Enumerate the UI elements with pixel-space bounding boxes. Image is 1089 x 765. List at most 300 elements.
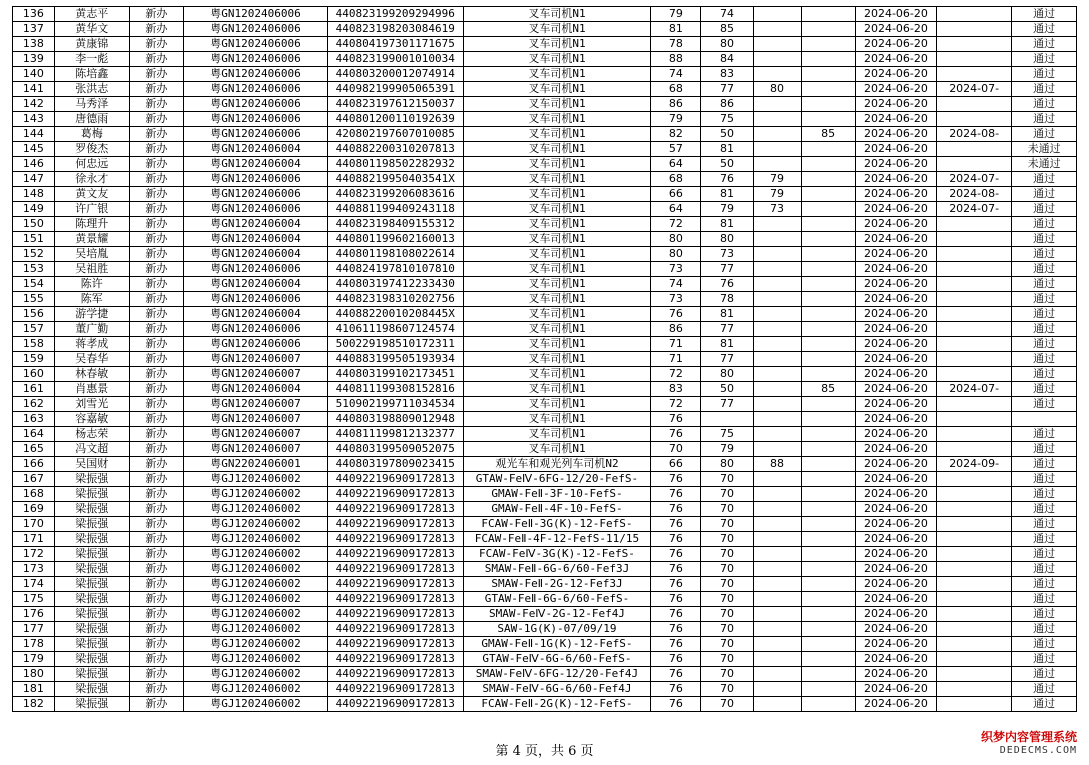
retest-date-cell: 2024-09-	[937, 457, 1012, 472]
retest-date-cell	[937, 502, 1012, 517]
result-cell: 通过	[1012, 547, 1077, 562]
result-cell: 通过	[1012, 322, 1077, 337]
retest-date-cell	[937, 337, 1012, 352]
item-cell: 叉车司机N1	[463, 67, 651, 82]
score3-cell	[753, 127, 801, 142]
id-no-cell: 440801198502282932	[327, 157, 463, 172]
row-number: 153	[13, 262, 55, 277]
type-cell: 新办	[129, 37, 183, 52]
row-number: 158	[13, 337, 55, 352]
score2-cell: 50	[701, 127, 753, 142]
name-cell: 梁振强	[54, 577, 129, 592]
score2-cell: 70	[701, 607, 753, 622]
name-cell: 黄华文	[54, 22, 129, 37]
exam-date-cell: 2024-06-20	[855, 202, 936, 217]
score4-cell	[801, 352, 855, 367]
retest-date-cell	[937, 37, 1012, 52]
item-cell: GTAW-FeⅣ-6G-6/60-FefS-	[463, 652, 651, 667]
item-cell: 叉车司机N1	[463, 37, 651, 52]
row-number: 178	[13, 637, 55, 652]
score4-cell	[801, 277, 855, 292]
score3-cell	[753, 277, 801, 292]
exam-date-cell: 2024-06-20	[855, 172, 936, 187]
table-row	[13, 367, 1077, 382]
score1-cell: 73	[651, 262, 701, 277]
name-cell: 张洪志	[54, 82, 129, 97]
type-cell: 新办	[129, 142, 183, 157]
exam-date-cell: 2024-06-20	[855, 262, 936, 277]
cert-no-cell: 粤GJ1202406002	[184, 652, 328, 667]
exam-date-cell: 2024-06-20	[855, 607, 936, 622]
exam-date-cell: 2024-06-20	[855, 667, 936, 682]
exam-date-cell: 2024-06-20	[855, 547, 936, 562]
exam-date-cell: 2024-06-20	[855, 637, 936, 652]
retest-date-cell	[937, 607, 1012, 622]
score2-cell: 70	[701, 667, 753, 682]
result-cell: 通过	[1012, 127, 1077, 142]
score2-cell: 70	[701, 487, 753, 502]
name-cell: 梁振强	[54, 622, 129, 637]
score1-cell: 68	[651, 172, 701, 187]
result-cell: 通过	[1012, 52, 1077, 67]
score2-cell: 70	[701, 577, 753, 592]
score1-cell: 72	[651, 367, 701, 382]
id-no-cell: 440922196909172813	[327, 487, 463, 502]
score1-cell: 79	[651, 112, 701, 127]
row-number: 141	[13, 82, 55, 97]
cert-no-cell: 粤GN1202406007	[184, 397, 328, 412]
cert-no-cell: 粤GJ1202406002	[184, 607, 328, 622]
id-no-cell: 440803199509052075	[327, 442, 463, 457]
score3-cell: 73	[753, 202, 801, 217]
score3-cell	[753, 37, 801, 52]
retest-date-cell	[937, 142, 1012, 157]
retest-date-cell	[937, 67, 1012, 82]
retest-date-cell	[937, 232, 1012, 247]
row-number: 154	[13, 277, 55, 292]
name-cell: 黄文友	[54, 187, 129, 202]
row-number: 162	[13, 397, 55, 412]
item-cell: GTAW-FeⅡ-6G-6/60-FefS-	[463, 592, 651, 607]
score2-cell: 70	[701, 622, 753, 637]
id-no-cell: 440823198310202756	[327, 292, 463, 307]
retest-date-cell	[937, 322, 1012, 337]
score4-cell	[801, 7, 855, 22]
score3-cell	[753, 697, 801, 712]
row-number: 139	[13, 52, 55, 67]
row-number: 166	[13, 457, 55, 472]
name-cell: 梁振强	[54, 607, 129, 622]
score1-cell: 66	[651, 457, 701, 472]
score4-cell	[801, 427, 855, 442]
item-cell: 叉车司机N1	[463, 22, 651, 37]
table-row	[13, 502, 1077, 517]
score1-cell: 76	[651, 517, 701, 532]
score3-cell: 88	[753, 457, 801, 472]
exam-date-cell: 2024-06-20	[855, 217, 936, 232]
retest-date-cell	[937, 52, 1012, 67]
score2-cell: 78	[701, 292, 753, 307]
id-no-cell: 440803198809012948	[327, 412, 463, 427]
table-row	[13, 562, 1077, 577]
table-row	[13, 262, 1077, 277]
type-cell: 新办	[129, 187, 183, 202]
result-cell: 通过	[1012, 637, 1077, 652]
score4-cell	[801, 202, 855, 217]
score2-cell: 70	[701, 517, 753, 532]
score2-cell: 80	[701, 37, 753, 52]
score1-cell: 78	[651, 37, 701, 52]
score1-cell: 64	[651, 202, 701, 217]
table-row	[13, 52, 1077, 67]
item-cell: SMAW-FeⅡ-6G-6/60-Fef3J	[463, 562, 651, 577]
score4-cell	[801, 412, 855, 427]
item-cell: 叉车司机N1	[463, 352, 651, 367]
score3-cell	[753, 217, 801, 232]
score3-cell	[753, 322, 801, 337]
cert-no-cell: 粤GN1202406004	[184, 247, 328, 262]
score4-cell	[801, 307, 855, 322]
type-cell: 新办	[129, 262, 183, 277]
table-row	[13, 547, 1077, 562]
table-row	[13, 337, 1077, 352]
score1-cell: 79	[651, 7, 701, 22]
cert-no-cell: 粤GN1202406006	[184, 52, 328, 67]
row-number: 180	[13, 667, 55, 682]
table-row	[13, 667, 1077, 682]
score4-cell	[801, 172, 855, 187]
id-no-cell: 44088219950403541X	[327, 172, 463, 187]
cert-no-cell: 粤GJ1202406002	[184, 682, 328, 697]
result-cell: 通过	[1012, 172, 1077, 187]
score4-cell	[801, 97, 855, 112]
row-number: 156	[13, 307, 55, 322]
type-cell: 新办	[129, 277, 183, 292]
table-row	[13, 97, 1077, 112]
score3-cell	[753, 622, 801, 637]
score3-cell	[753, 97, 801, 112]
score3-cell	[753, 652, 801, 667]
exam-date-cell: 2024-06-20	[855, 502, 936, 517]
table-row	[13, 577, 1077, 592]
result-cell: 未通过	[1012, 157, 1077, 172]
exam-date-cell: 2024-06-20	[855, 472, 936, 487]
id-no-cell: 510902199711034534	[327, 397, 463, 412]
cert-no-cell: 粤GN1202406006	[184, 187, 328, 202]
type-cell: 新办	[129, 232, 183, 247]
table-body	[13, 7, 1077, 712]
name-cell: 梁振强	[54, 532, 129, 547]
exam-date-cell: 2024-06-20	[855, 622, 936, 637]
item-cell: 叉车司机N1	[463, 382, 651, 397]
type-cell: 新办	[129, 457, 183, 472]
id-no-cell: 440804197301171675	[327, 37, 463, 52]
type-cell: 新办	[129, 592, 183, 607]
score3-cell	[753, 547, 801, 562]
result-cell: 通过	[1012, 397, 1077, 412]
name-cell: 吴祖胜	[54, 262, 129, 277]
page-footer: 第 4 页，共 6 页	[495, 744, 594, 759]
score1-cell: 76	[651, 427, 701, 442]
item-cell: 叉车司机N1	[463, 82, 651, 97]
type-cell: 新办	[129, 607, 183, 622]
cert-no-cell: 粤GN1202406004	[184, 307, 328, 322]
item-cell: 叉车司机N1	[463, 202, 651, 217]
row-number: 149	[13, 202, 55, 217]
score1-cell: 76	[651, 652, 701, 667]
name-cell: 梁振强	[54, 562, 129, 577]
name-cell: 陈理升	[54, 217, 129, 232]
score4-cell	[801, 37, 855, 52]
id-no-cell: 440823199206083616	[327, 187, 463, 202]
item-cell: 叉车司机N1	[463, 172, 651, 187]
score3-cell: 79	[753, 172, 801, 187]
table-row	[13, 697, 1077, 712]
item-cell: GMAW-FeⅡ-3F-10-FefS-	[463, 487, 651, 502]
result-cell: 通过	[1012, 37, 1077, 52]
item-cell: 叉车司机N1	[463, 262, 651, 277]
id-no-cell: 440922196909172813	[327, 637, 463, 652]
item-cell: 叉车司机N1	[463, 427, 651, 442]
score2-cell: 70	[701, 592, 753, 607]
name-cell: 梁振强	[54, 517, 129, 532]
item-cell: 叉车司机N1	[463, 337, 651, 352]
score4-cell	[801, 607, 855, 622]
result-cell: 通过	[1012, 592, 1077, 607]
table-row	[13, 682, 1077, 697]
score4-cell	[801, 397, 855, 412]
cert-no-cell: 粤GJ1202406002	[184, 547, 328, 562]
score1-cell: 86	[651, 322, 701, 337]
score3-cell	[753, 67, 801, 82]
score3-cell	[753, 532, 801, 547]
score4-cell	[801, 637, 855, 652]
type-cell: 新办	[129, 427, 183, 442]
cert-no-cell: 粤GN1202406006	[184, 7, 328, 22]
score4-cell	[801, 322, 855, 337]
result-cell: 通过	[1012, 352, 1077, 367]
cert-no-cell: 粤GJ1202406002	[184, 502, 328, 517]
score1-cell: 74	[651, 67, 701, 82]
table-row	[13, 247, 1077, 262]
type-cell: 新办	[129, 352, 183, 367]
table-row	[13, 637, 1077, 652]
score3-cell	[753, 112, 801, 127]
exam-date-cell: 2024-06-20	[855, 457, 936, 472]
result-cell: 通过	[1012, 487, 1077, 502]
score4-cell	[801, 292, 855, 307]
exam-date-cell: 2024-06-20	[855, 562, 936, 577]
score2-cell: 50	[701, 382, 753, 397]
exam-date-cell: 2024-06-20	[855, 382, 936, 397]
type-cell: 新办	[129, 367, 183, 382]
id-no-cell: 410611198607124574	[327, 322, 463, 337]
table-row	[13, 427, 1077, 442]
row-number: 151	[13, 232, 55, 247]
score1-cell: 83	[651, 382, 701, 397]
score3-cell	[753, 337, 801, 352]
item-cell: FCAW-FeⅡ-3G(K)-12-FefS-	[463, 517, 651, 532]
retest-date-cell	[937, 97, 1012, 112]
type-cell: 新办	[129, 547, 183, 562]
name-cell: 梁振强	[54, 652, 129, 667]
name-cell: 吴培胤	[54, 247, 129, 262]
score4-cell	[801, 697, 855, 712]
item-cell: 叉车司机N1	[463, 97, 651, 112]
score3-cell: 80	[753, 82, 801, 97]
retest-date-cell	[937, 487, 1012, 502]
cert-no-cell: 粤GN1202406006	[184, 82, 328, 97]
exam-date-cell: 2024-06-20	[855, 682, 936, 697]
name-cell: 吴国财	[54, 457, 129, 472]
id-no-cell: 440811199308152816	[327, 382, 463, 397]
exam-date-cell: 2024-06-20	[855, 337, 936, 352]
type-cell: 新办	[129, 127, 183, 142]
score3-cell	[753, 502, 801, 517]
exam-date-cell: 2024-06-20	[855, 82, 936, 97]
result-cell: 通过	[1012, 457, 1077, 472]
score4-cell	[801, 367, 855, 382]
type-cell: 新办	[129, 22, 183, 37]
id-no-cell: 440922196909172813	[327, 517, 463, 532]
score4-cell	[801, 187, 855, 202]
row-number: 172	[13, 547, 55, 562]
score2-cell: 81	[701, 337, 753, 352]
result-cell: 通过	[1012, 532, 1077, 547]
id-no-cell: 440801200110192639	[327, 112, 463, 127]
cert-no-cell: 粤GN1202406006	[184, 292, 328, 307]
cert-no-cell: 粤GJ1202406002	[184, 592, 328, 607]
score2-cell: 80	[701, 232, 753, 247]
item-cell: FCAW-FeⅡ-4F-12-FefS-11/15	[463, 532, 651, 547]
score1-cell: 76	[651, 697, 701, 712]
id-no-cell: 440823198203084619	[327, 22, 463, 37]
name-cell: 何忠远	[54, 157, 129, 172]
id-no-cell: 440922196909172813	[327, 562, 463, 577]
score1-cell: 68	[651, 82, 701, 97]
retest-date-cell: 2024-07-	[937, 82, 1012, 97]
score3-cell	[753, 592, 801, 607]
id-no-cell: 440922196909172813	[327, 652, 463, 667]
table-row	[13, 607, 1077, 622]
score3-cell	[753, 352, 801, 367]
table-row	[13, 67, 1077, 82]
row-number: 137	[13, 22, 55, 37]
name-cell: 陈军	[54, 292, 129, 307]
score2-cell: 74	[701, 7, 753, 22]
name-cell: 马秀泽	[54, 97, 129, 112]
result-cell: 通过	[1012, 427, 1077, 442]
row-number: 157	[13, 322, 55, 337]
cert-no-cell: 粤GJ1202406002	[184, 517, 328, 532]
score2-cell: 86	[701, 97, 753, 112]
retest-date-cell: 2024-07-	[937, 172, 1012, 187]
score2-cell: 70	[701, 532, 753, 547]
result-cell: 通过	[1012, 577, 1077, 592]
score1-cell: 76	[651, 547, 701, 562]
cert-no-cell: 粤GN1202406006	[184, 112, 328, 127]
score4-cell	[801, 67, 855, 82]
score2-cell: 79	[701, 202, 753, 217]
score3-cell	[753, 52, 801, 67]
type-cell: 新办	[129, 637, 183, 652]
row-number: 175	[13, 592, 55, 607]
exam-date-cell: 2024-06-20	[855, 52, 936, 67]
score2-cell: 81	[701, 217, 753, 232]
result-cell: 通过	[1012, 607, 1077, 622]
id-no-cell: 440883199505193934	[327, 352, 463, 367]
score1-cell: 76	[651, 472, 701, 487]
table-row	[13, 457, 1077, 472]
score3-cell	[753, 22, 801, 37]
row-number: 147	[13, 172, 55, 187]
id-no-cell: 500229198510172311	[327, 337, 463, 352]
row-number: 160	[13, 367, 55, 382]
table-row	[13, 307, 1077, 322]
result-cell: 通过	[1012, 82, 1077, 97]
score4-cell	[801, 457, 855, 472]
score3-cell	[753, 682, 801, 697]
exam-date-cell: 2024-06-20	[855, 307, 936, 322]
score4-cell: 85	[801, 127, 855, 142]
type-cell: 新办	[129, 502, 183, 517]
type-cell: 新办	[129, 52, 183, 67]
row-number: 140	[13, 67, 55, 82]
id-no-cell: 440803199102173451	[327, 367, 463, 382]
exam-date-cell: 2024-06-20	[855, 532, 936, 547]
name-cell: 梁振强	[54, 547, 129, 562]
retest-date-cell	[937, 292, 1012, 307]
row-number: 169	[13, 502, 55, 517]
item-cell: 叉车司机N1	[463, 442, 651, 457]
retest-date-cell	[937, 217, 1012, 232]
cert-no-cell: 粤GN1202406006	[184, 202, 328, 217]
name-cell: 陈许	[54, 277, 129, 292]
table-row	[13, 127, 1077, 142]
score2-cell: 77	[701, 262, 753, 277]
retest-date-cell	[937, 7, 1012, 22]
item-cell: GMAW-FeⅡ-4F-10-FefS-	[463, 502, 651, 517]
score3-cell	[753, 667, 801, 682]
cert-no-cell: 粤GN1202406004	[184, 142, 328, 157]
retest-date-cell	[937, 22, 1012, 37]
score1-cell: 76	[651, 562, 701, 577]
id-no-cell: 440922196909172813	[327, 577, 463, 592]
table-row	[13, 187, 1077, 202]
score2-cell: 77	[701, 322, 753, 337]
exam-date-cell: 2024-06-20	[855, 652, 936, 667]
type-cell: 新办	[129, 202, 183, 217]
score3-cell	[753, 442, 801, 457]
retest-date-cell: 2024-08-	[937, 127, 1012, 142]
result-cell: 通过	[1012, 247, 1077, 262]
row-number: 177	[13, 622, 55, 637]
result-cell: 通过	[1012, 562, 1077, 577]
result-cell: 通过	[1012, 97, 1077, 112]
name-cell: 梁振强	[54, 682, 129, 697]
row-number: 150	[13, 217, 55, 232]
cert-no-cell: 粤GJ1202406002	[184, 472, 328, 487]
name-cell: 葛梅	[54, 127, 129, 142]
row-number: 161	[13, 382, 55, 397]
retest-date-cell	[937, 412, 1012, 427]
score4-cell	[801, 652, 855, 667]
table-row	[13, 142, 1077, 157]
score1-cell: 76	[651, 637, 701, 652]
row-number: 176	[13, 607, 55, 622]
score3-cell	[753, 157, 801, 172]
row-number: 146	[13, 157, 55, 172]
